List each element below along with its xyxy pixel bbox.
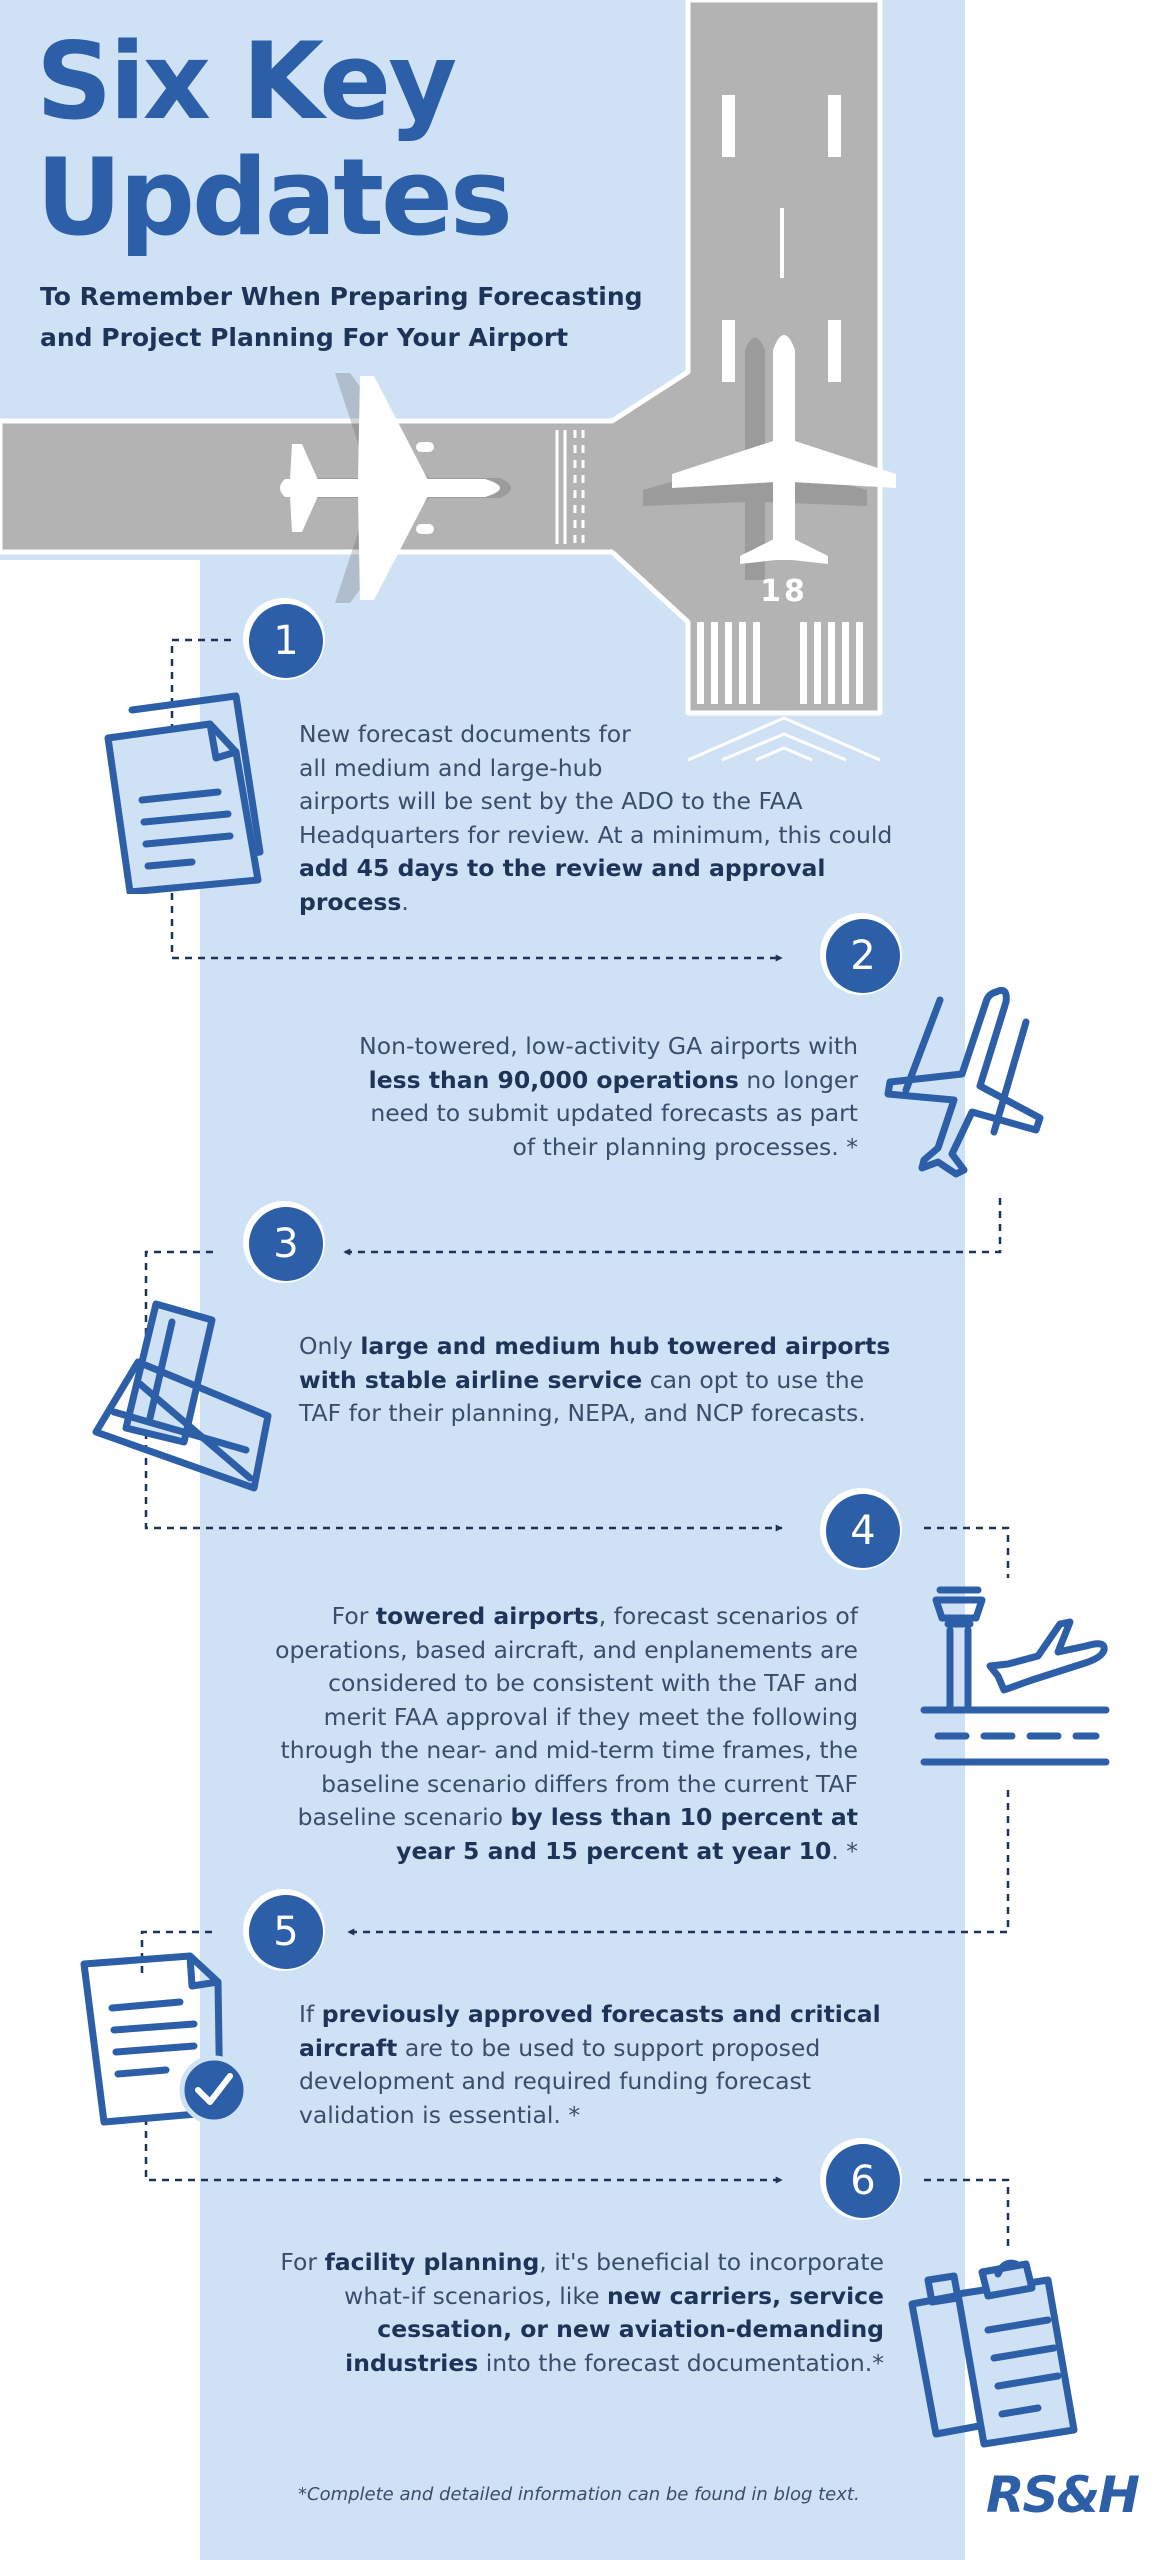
text-line: [299, 852, 939, 919]
airplane-icon: [876, 982, 1056, 1178]
emphasis-text: large and medium hub towered airports: [360, 1332, 891, 1360]
text-line: [299, 819, 939, 853]
step-number-3-label: 3: [249, 1207, 323, 1281]
body-text: need to submit updated forecasts as part: [370, 1099, 858, 1127]
body-text: For: [331, 1602, 376, 1630]
body-text: of their planning processes. *: [512, 1132, 858, 1161]
text-line: [299, 2099, 939, 2133]
body-text: TAF for their planning, NEPA, and NCP forecasts.: [299, 1399, 866, 1427]
step-number-2-label: 2: [826, 919, 900, 993]
emphasis-text: cessation, or new aviation-demanding: [377, 2315, 884, 2343]
emphasis-text: previously approved forecasts and critical: [321, 2000, 881, 2028]
text-line: [200, 1701, 858, 1735]
text-line: [220, 2347, 884, 2381]
text-line: [299, 1397, 939, 1431]
emphasis-text: towered airports: [375, 1602, 599, 1630]
emphasis-text: with stable airline service: [299, 1365, 643, 1394]
text-line: [200, 1835, 858, 1869]
text-line: [220, 2313, 884, 2347]
emphasis-text: year 5 and 15 percent at year 10: [396, 1836, 832, 1865]
text-line: [299, 1330, 939, 1364]
text-line: [220, 2280, 884, 2314]
text-line: [200, 1634, 858, 1668]
text-line: [200, 1667, 858, 1701]
emphasis-text: by less than 10 percent at: [510, 1803, 858, 1831]
control-tower-icon: [920, 1580, 1110, 1780]
body-text: can opt to use the: [642, 1365, 865, 1394]
step-4-text: [200, 1600, 858, 1868]
title-line-1: Six Key: [36, 20, 455, 143]
body-text: all medium and large-hub: [299, 753, 603, 782]
body-text: through the near- and mid-term time frames, the: [280, 1736, 858, 1764]
body-text: baseline scenario differs from the current TAF: [321, 1769, 858, 1798]
text-line: [220, 2246, 884, 2280]
step-number-5-label: 5: [249, 1895, 323, 1969]
title-line-2: Updates: [36, 136, 511, 259]
page-subtitle: [40, 276, 660, 358]
documents-icon: [98, 682, 278, 894]
text-line: [230, 1131, 858, 1165]
body-text: Only: [299, 1332, 361, 1360]
step-number-5: [243, 1889, 325, 1971]
emphasis-text: facility planning: [324, 2248, 540, 2276]
body-text: what-if scenarios, like: [344, 2281, 608, 2310]
step-number-6-label: 6: [826, 2144, 900, 2218]
body-text: are to be used to support proposed: [397, 2033, 821, 2062]
text-line: [299, 718, 939, 752]
page-title: [36, 20, 511, 259]
step-number-4: [820, 1488, 902, 1570]
step-5-text: [299, 1998, 939, 2132]
text-line: [200, 1768, 858, 1802]
body-text: into the forecast documentation.*: [478, 2348, 884, 2377]
body-text: merit FAA approval if they meet the following: [323, 1702, 858, 1731]
text-line: [200, 1801, 858, 1835]
footnote: *Complete and detailed information can be found in blog text.: [298, 2484, 860, 2505]
body-text: no longer: [738, 1065, 858, 1094]
text-line: [230, 1064, 858, 1098]
emphasis-text: add 45 days to the review and approval process: [299, 854, 826, 916]
text-line: [200, 1734, 858, 1768]
body-text: For: [280, 2248, 325, 2276]
body-text: .: [401, 887, 409, 916]
emphasis-text: industries: [345, 2348, 479, 2377]
step-3-text: [299, 1330, 939, 1431]
body-text: development and required funding forecast: [299, 2067, 811, 2095]
text-line: [299, 2032, 939, 2066]
body-text: , it's beneficial to incorporate: [539, 2248, 884, 2276]
step-number-1: [243, 598, 325, 680]
step-number-4-label: 4: [826, 1494, 900, 1568]
body-text: If: [299, 2000, 322, 2028]
step-6-text: [220, 2246, 884, 2380]
body-text: New forecast documents for: [299, 720, 631, 748]
body-text: . *: [831, 1836, 858, 1865]
text-line: [299, 752, 939, 786]
step-number-3: [243, 1201, 325, 1283]
body-text: baseline scenario: [297, 1803, 511, 1831]
step-2-text: [230, 1030, 858, 1164]
document-check-icon: [78, 1952, 252, 2128]
text-line: [299, 1998, 939, 2032]
body-text: considered to be consistent with the TAF and: [328, 1669, 858, 1697]
body-text: validation is essential. *: [299, 2100, 581, 2129]
text-line: [299, 2065, 939, 2099]
subtitle-line-2: and Project Planning For Your Airport: [40, 323, 569, 352]
text-line: [230, 1030, 858, 1064]
step-number-6: [820, 2138, 902, 2220]
step-1-text: [299, 718, 939, 919]
text-line: [299, 1364, 939, 1398]
emphasis-text: less than 90,000 operations: [368, 1065, 739, 1094]
step-number-1-label: 1: [249, 604, 323, 678]
clipboards-icon: [898, 2254, 1084, 2450]
emphasis-text: new carriers, service: [607, 2281, 884, 2310]
runway-cross-icon: [86, 1292, 286, 1498]
subtitle-line-1: To Remember When Preparing Forecasting: [40, 282, 643, 311]
text-line: [230, 1097, 858, 1131]
text-line: [299, 785, 939, 819]
body-text: , forecast scenarios of: [598, 1602, 858, 1630]
emphasis-text: aircraft: [299, 2033, 398, 2062]
body-text: Non-towered, low-activity GA airports with: [359, 1032, 858, 1060]
runway-number: 18: [760, 574, 808, 609]
text-line: [200, 1600, 858, 1634]
body-text: airports will be sent by the ADO to the FAA: [299, 787, 803, 815]
body-text: Headquarters for review. At a minimum, this could: [299, 820, 893, 849]
body-text: operations, based aircraft, and enplanements are: [275, 1635, 858, 1664]
rsh-logo: RS&H: [986, 2466, 1138, 2524]
